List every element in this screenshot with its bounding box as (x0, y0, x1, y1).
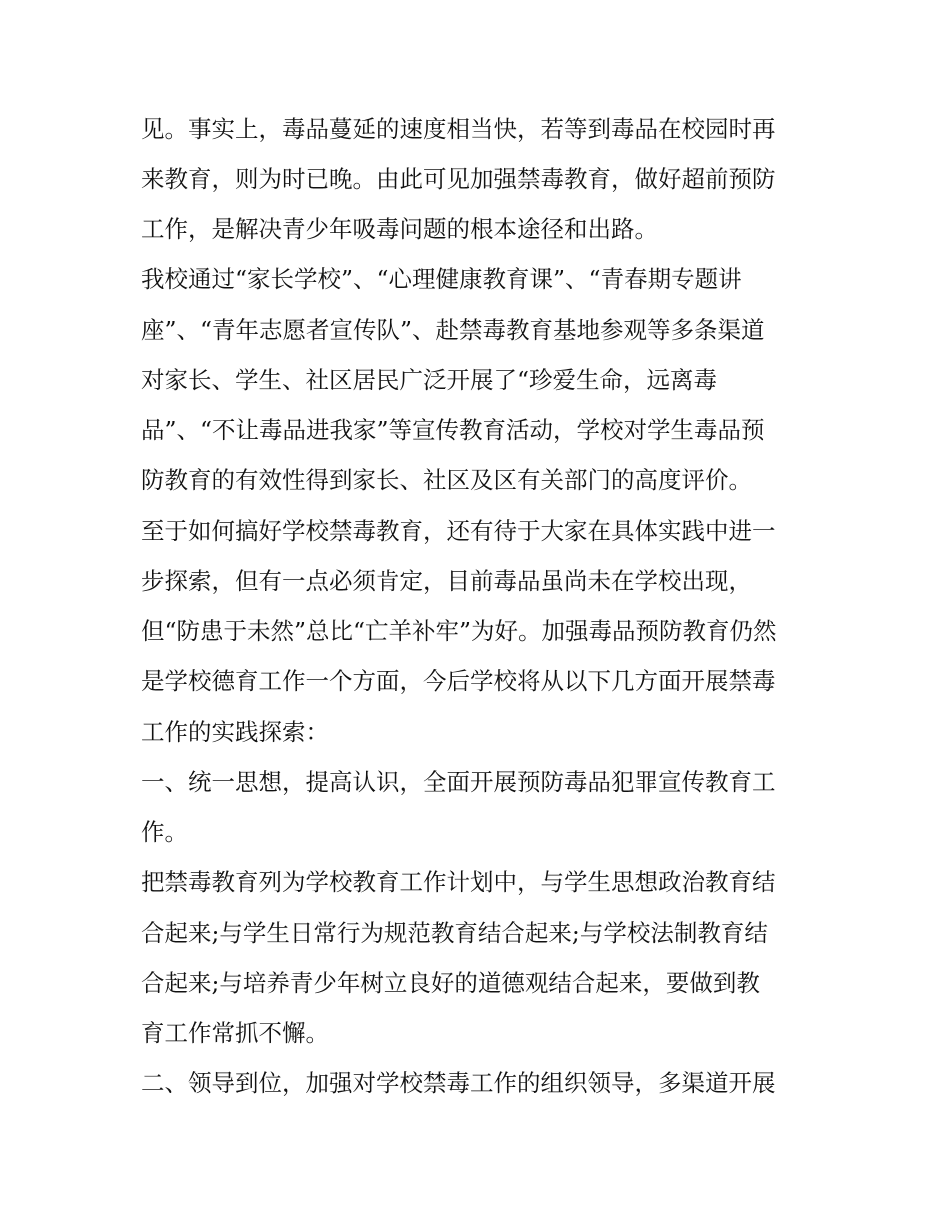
text-line: 育工作常抓不懈。 (141, 1019, 329, 1047)
text-line: 步探索，但有一点必须肯定，目前毒品虽尚未在学校出现， (141, 567, 752, 595)
text-line: 二、领导到位，加强对学校禁毒工作的组织领导，多渠道开展 (141, 1069, 776, 1097)
text-line: 工作，是解决青少年吸毒问题的根本途径和出路。 (141, 215, 658, 243)
text-line: 把禁毒教育列为学校教育工作计划中，与学生思想政治教育结 (141, 868, 776, 896)
text-line: 合起来;与培养青少年树立良好的道德观结合起来，要做到教 (141, 969, 760, 997)
text-line: 但“防患于未然”总比“亡羊补牢”为好。加强毒品预防教育仍然 (141, 617, 777, 645)
text-line: 对家长、学生、社区居民广泛开展了“珍爱生命，远离毒 (141, 366, 718, 394)
text-line: 是学校德育工作一个方面，今后学校将从以下几方面开展禁毒 (141, 667, 776, 695)
text-line: 一、统一思想，提高认识，全面开展预防毒品犯罪宣传教育工 (141, 768, 776, 796)
text-line: 至于如何搞好学校禁毒教育，还有待于大家在具体实践中进一 (141, 517, 776, 545)
text-line: 防教育的有效性得到家长、社区及区有关部门的高度评价。 (141, 466, 752, 494)
text-line: 我校通过“家长学校”、“心理健康教育课”、“青春期专题讲 (141, 265, 742, 293)
text-line: 品”、“不让毒品进我家”等宣传教育活动，学校对学生毒品预 (141, 416, 765, 444)
text-line: 来教育，则为时已晚。由此可见加强禁毒教育，做好超前预防 (141, 165, 776, 193)
text-line: 合起来;与学生日常行为规范教育结合起来;与学校法制教育结 (141, 919, 768, 947)
text-line: 座”、“青年志愿者宣传队”、赴禁毒教育基地参观等多条渠道 (141, 316, 765, 344)
text-line: 作。 (141, 818, 188, 846)
text-line: 见。事实上，毒品蔓延的速度相当快，若等到毒品在校园时再 (141, 115, 776, 143)
text-line: 工作的实践探索： (141, 718, 329, 746)
